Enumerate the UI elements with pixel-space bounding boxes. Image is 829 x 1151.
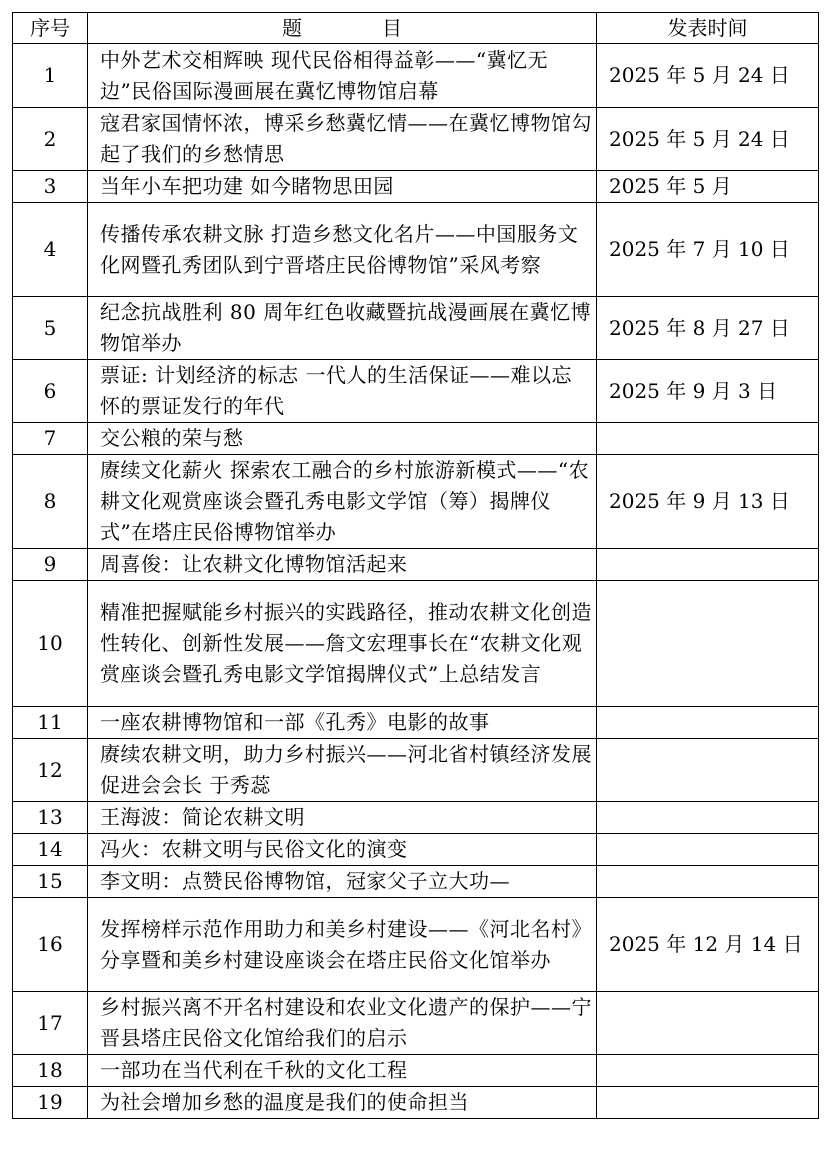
row-serial-number: 10 (13, 581, 88, 707)
row-publish-date (597, 581, 819, 707)
row-title: 赓续文化薪火 探索农工融合的乡村旅游新模式——“农耕文化观赏座谈会暨孔秀电影文学馆（筹）揭牌仪式”在塔庄民俗博物馆举办 (88, 455, 597, 549)
row-serial-number: 7 (13, 423, 88, 455)
row-serial-number: 3 (13, 171, 88, 203)
row-serial-number: 9 (13, 549, 88, 581)
table-row (13, 898, 819, 992)
row-serial-number: 5 (13, 297, 88, 360)
row-publish-date (597, 707, 819, 739)
header-publish-date: 发表时间 (597, 13, 819, 44)
table-row (13, 802, 819, 834)
row-title: 交公粮的荣与愁 (88, 423, 597, 455)
row-publish-date (597, 834, 819, 866)
row-title: 乡村振兴离不开名村建设和农业文化遗产的保护——宁晋县塔庄民俗文化馆给我们的启示 (88, 992, 597, 1055)
row-publish-date (597, 1055, 819, 1087)
table-row (13, 834, 819, 866)
row-serial-number: 15 (13, 866, 88, 898)
row-serial-number: 12 (13, 739, 88, 802)
table-row (13, 1055, 819, 1087)
row-title: 王海波：简论农耕文明 (88, 802, 597, 834)
row-title: 纪念抗战胜利 80 周年红色收藏暨抗战漫画展在冀忆博物馆举办 (88, 297, 597, 360)
row-publish-date: 2025 年 9 月 13 日 (597, 455, 819, 549)
row-publish-date (597, 1087, 819, 1119)
row-title: 发挥榜样示范作用助力和美乡村建设——《河北名村》分享暨和美乡村建设座谈会在塔庄民俗文化馆举办 (88, 898, 597, 992)
row-publish-date (597, 866, 819, 898)
row-title: 传播传承农耕文脉 打造乡愁文化名片——中国服务文化网暨孔秀团队到宁晋塔庄民俗博物馆”采风考察 (88, 203, 597, 297)
row-publish-date (597, 992, 819, 1055)
row-publish-date (597, 549, 819, 581)
row-publish-date: 2025 年 5 月 24 日 (597, 44, 819, 108)
row-title: 票证: 计划经济的标志 一代人的生活保证——难以忘怀的票证发行的年代 (88, 360, 597, 423)
row-serial-number: 18 (13, 1055, 88, 1087)
row-serial-number: 6 (13, 360, 88, 423)
row-serial-number: 2 (13, 108, 88, 171)
row-title: 赓续农耕文明，助力乡村振兴——河北省村镇经济发展促进会会长 于秀蕊 (88, 739, 597, 802)
row-serial-number: 14 (13, 834, 88, 866)
row-publish-date: 2025 年 8 月 27 日 (597, 297, 819, 360)
table-header-row (13, 13, 819, 44)
table-row (13, 423, 819, 455)
row-serial-number: 11 (13, 707, 88, 739)
row-serial-number: 13 (13, 802, 88, 834)
article-list-table (12, 12, 819, 1119)
row-serial-number: 16 (13, 898, 88, 992)
header-title: 题 目 (88, 13, 597, 44)
row-title: 寇君家国情怀浓，博采乡愁冀忆情——在冀忆博物馆勾起了我们的乡愁情思 (88, 108, 597, 171)
table-row (13, 455, 819, 549)
table-row (13, 203, 819, 297)
row-title: 李文明：点赞民俗博物馆，冠家父子立大功— (88, 866, 597, 898)
table-row (13, 360, 819, 423)
table-row (13, 1087, 819, 1119)
row-title: 一部功在当代利在千秋的文化工程 (88, 1055, 597, 1087)
row-publish-date: 2025 年 9 月 3 日 (597, 360, 819, 423)
row-serial-number: 4 (13, 203, 88, 297)
table-row (13, 171, 819, 203)
row-serial-number: 17 (13, 992, 88, 1055)
row-publish-date (597, 802, 819, 834)
row-serial-number: 8 (13, 455, 88, 549)
row-publish-date (597, 423, 819, 455)
table-row (13, 581, 819, 707)
table-row (13, 992, 819, 1055)
row-title: 中外艺术交相辉映 现代民俗相得益彰——“冀忆无边”民俗国际漫画展在冀忆博物馆启幕 (88, 44, 597, 108)
row-title: 周喜俊：让农耕文化博物馆活起来 (88, 549, 597, 581)
table-row (13, 549, 819, 581)
row-publish-date: 2025 年 5 月 (597, 171, 819, 203)
table-row (13, 866, 819, 898)
table-row (13, 707, 819, 739)
row-serial-number: 19 (13, 1087, 88, 1119)
table-row (13, 297, 819, 360)
row-title: 精准把握赋能乡村振兴的实践路径，推动农耕文化创造性转化、创新性发展——詹文宏理事长在“农耕文化观赏座谈会暨孔秀电影文学馆揭牌仪式”上总结发言 (88, 581, 597, 707)
row-title: 为社会增加乡愁的温度是我们的使命担当 (88, 1087, 597, 1119)
table-row (13, 108, 819, 171)
row-publish-date: 2025 年 12 月 14 日 (597, 898, 819, 992)
row-publish-date: 2025 年 7 月 10 日 (597, 203, 819, 297)
table-row (13, 739, 819, 802)
row-title: 当年小车把功建 如今睹物思田园 (88, 171, 597, 203)
row-title: 一座农耕博物馆和一部《孔秀》电影的故事 (88, 707, 597, 739)
header-serial-number: 序号 (13, 13, 88, 44)
row-title: 冯火：农耕文明与民俗文化的演变 (88, 834, 597, 866)
row-serial-number: 1 (13, 44, 88, 108)
row-publish-date (597, 739, 819, 802)
table-row (13, 44, 819, 108)
row-publish-date: 2025 年 5 月 24 日 (597, 108, 819, 171)
